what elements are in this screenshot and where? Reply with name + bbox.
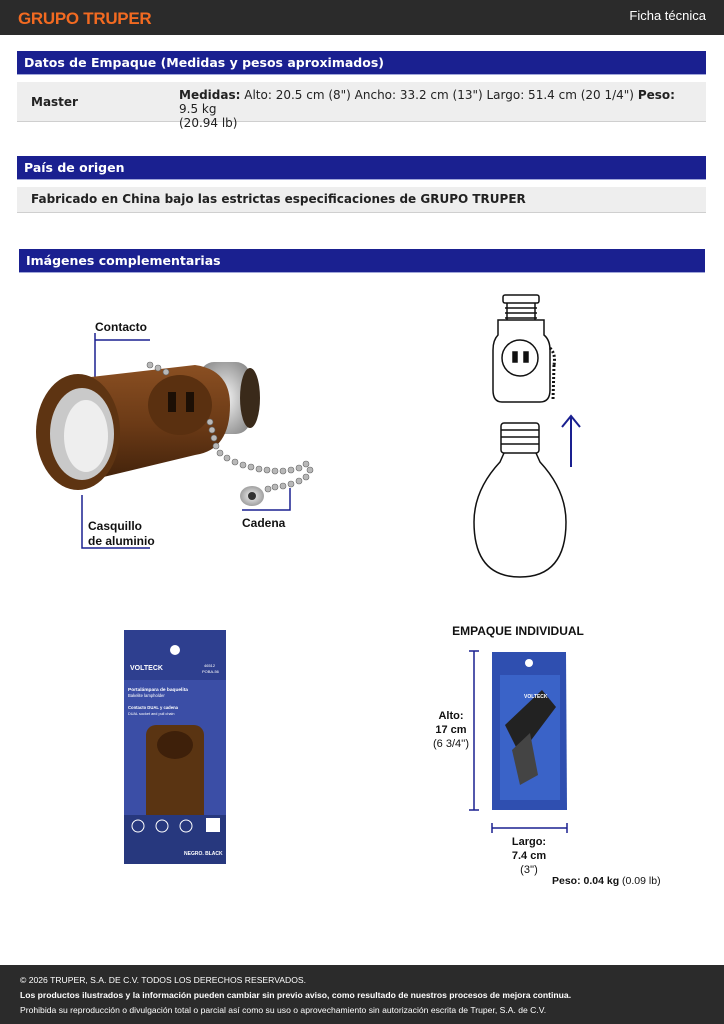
weight-text-lb: (20.94 lb) [179,116,238,130]
individual-package-diagram [420,615,670,890]
package-code-1: 46512 [204,663,216,668]
individual-package-title: EMPAQUE INDIVIDUAL [452,624,584,638]
footer-notice: Los productos ilustrados y la información pueden cambiar sin previo aviso, como resultado de nuestros procesos de mejora continua. [20,990,572,1000]
package-weight-lb: (0.09 lb) [622,875,661,887]
package-front-photo [124,630,226,864]
callout-contact: Contacto [95,320,147,334]
footer-copyright: © 2026 TRUPER, S.A. DE C.V. TODOS LOS DERECHOS RESERVADOS. [20,975,307,985]
footer-prohibition: Prohibida su reproducción o divulgación total o parcial así como su uso o aprovechamiento sin autorización escrita de Truper, S.A. de C.V. [20,1005,547,1015]
installation-diagram [460,290,600,585]
length-cm: 7.4 cm [511,850,547,862]
callout-socket-line2: de aluminio [88,534,155,548]
package-line-4: DUAL socket and pull chain [128,712,175,716]
packaging-row-value [179,88,694,130]
product-photo [20,310,350,560]
top-bar [0,0,724,35]
origin-text: Fabricado en China bajo las estrictas especificaciones de GRUPO TRUPER [31,192,526,206]
height-in: (6 3/4'') [433,738,469,750]
package-line-1: Portalámpara de baquelita [128,688,188,693]
measures-text: Alto: 20.5 cm (8") Ancho: 33.2 cm (13") Largo: 51.4 cm (20 1/4") [244,88,634,102]
package-weight-kg: 0.04 kg [583,875,620,887]
length-label: Largo: [511,836,547,848]
bulb-outline [474,423,566,577]
document-type: Ficha técnica [629,8,706,23]
section-title-origin: País de origen [17,156,706,180]
packaging-row [17,82,706,130]
package-weight-label: Peso: [552,875,581,887]
length-dimension-line [492,823,567,833]
length-in: (3'') [520,864,538,876]
footer [0,965,724,1024]
brand-logo: GRUPO TRUPER [18,9,152,28]
packaging-row-label: Master [31,95,78,109]
svg-text:VOLTECK: VOLTECK [524,694,548,700]
height-cm: 17 cm [435,724,467,736]
section-title-packaging: Datos de Empaque (Medidas y pesos aproximados) [17,51,706,75]
package-weight [552,875,661,887]
package-line-3: Contacto DUAL y cadena [128,705,178,710]
package-code-2: POBA-56 [202,669,219,674]
lampholder-outline [493,295,555,402]
section-title-images: Imágenes complementarias [19,249,705,273]
height-dimension-line [469,651,479,810]
package-color: NEGRO. BLACK [184,851,223,857]
callout-chain: Cadena [242,516,286,530]
callout-socket-line1: Casquillo [88,519,143,533]
height-label: Alto: [438,710,464,722]
package-brand: VOLTECK [130,665,163,672]
up-arrow [562,416,580,467]
weight-text: 9.5 kg [179,102,217,116]
origin-row [17,187,706,213]
individual-package-image [492,652,567,810]
measures-label: Medidas: [179,88,241,102]
package-line-2: Bakelite lampholder [128,693,165,698]
weight-label: Peso: [637,88,675,102]
